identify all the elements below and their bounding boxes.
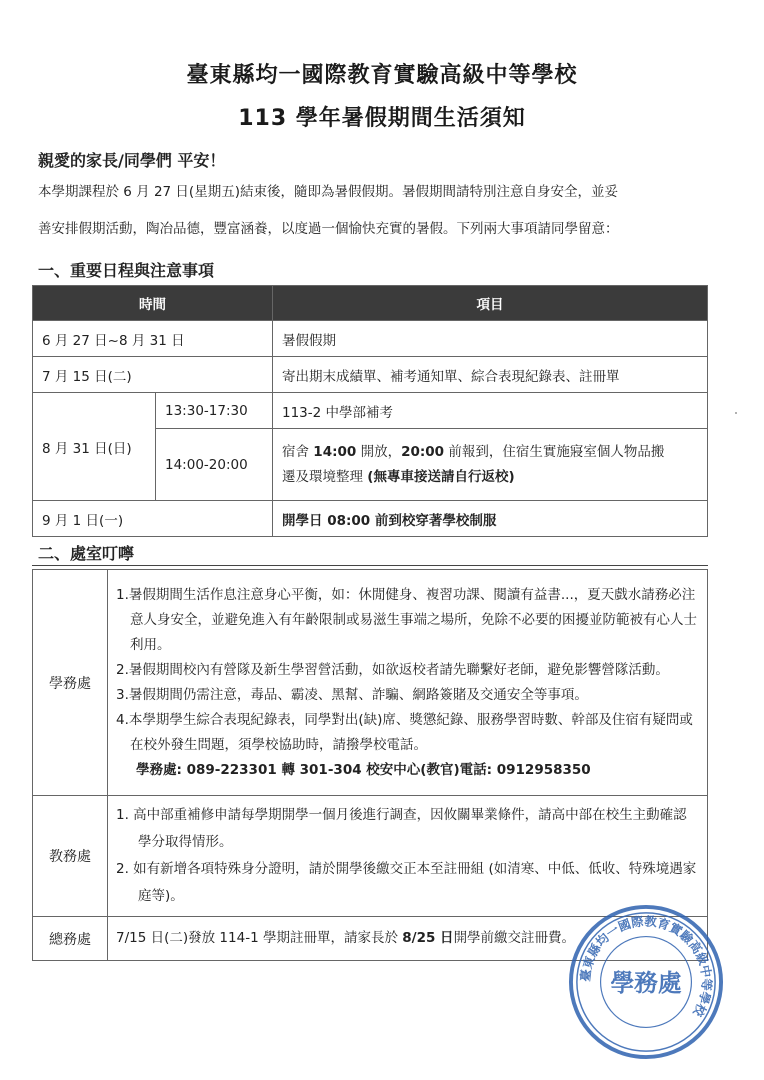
row-item: 開學日 08:00 前到校穿著學校制服	[273, 501, 708, 537]
row-date: 9 月 1 日(一)	[33, 501, 273, 537]
list-item: 2.暑假期間校內有營隊及新生學習營活動，如欲返校者請先聯繫好老師，避免影響營隊活動。	[116, 661, 669, 678]
list-item: 2. 如有新增各項特殊身分證明，請於開學後繳交正本至註冊組 (如清寒、中低、低收、特殊境遇家庭等)。	[116, 861, 697, 904]
office-row-student-affairs	[33, 570, 708, 796]
row-time: 13:30-17:30	[156, 393, 273, 429]
row-date: 7 月 15 日(二)	[33, 357, 273, 393]
scan-speck	[735, 412, 737, 414]
row-item: 暑假假期	[273, 321, 708, 357]
office-notes	[108, 796, 708, 917]
office-seal-stamp	[567, 903, 725, 1061]
section-divider	[32, 565, 708, 566]
greeting: 親愛的家長/同學們 平安！	[38, 151, 226, 170]
seal-center-text: 學務處	[610, 968, 682, 997]
svg-text:臺東縣均一國際教育實驗高級中等學校	[577, 913, 714, 1019]
intro-line-1: 本學期課程於 6 月 27 日(星期五)結束後，隨即為暑假假期。暑假期間請特別注意自身安全，並妥	[38, 184, 618, 200]
schedule-table	[32, 285, 708, 537]
page-title: 113 學年暑假期間生活須知	[238, 106, 526, 131]
schedule-header-row	[33, 286, 708, 321]
table-row	[33, 357, 708, 393]
column-header-time: 時間	[33, 286, 273, 321]
contact-info: 學務處: 089-223301 轉 301-304 校安中心(教官)電話: 0912958350	[136, 761, 591, 778]
office-name: 總務處	[33, 917, 108, 961]
section-heading-offices: 二、處室叮嚀	[38, 544, 135, 563]
intro-line-2: 善安排假期活動，陶冶品德，豐富涵養，以度過一個愉快充實的暑假。下列兩大事項請同學留意：	[38, 221, 619, 237]
table-row	[33, 501, 708, 537]
table-row	[33, 393, 708, 429]
office-name: 學務處	[33, 570, 108, 796]
school-name: 臺東縣均一國際教育實驗高級中等學校	[186, 63, 578, 88]
row-item: 寄出期末成績單、補考通知單、綜合表現紀錄表、註冊單	[273, 357, 708, 393]
office-name: 教務處	[33, 796, 108, 917]
list-item: 3.暑假期間仍需注意，毒品、霸凌、黑幫、詐騙、網路簽賭及交通安全等事項。	[116, 686, 588, 703]
list-item: 1.暑假期間生活作息注意身心平衡，如：休閒健身、複習功課、閱讀有益書...，夏天戲水請務必注意人身安全，並避免進入有年齡限制或易滋生事端之場所，免除不必要的困擾並防範被有心人士利用。	[116, 586, 697, 653]
seal-ring-text: 臺東縣均一國際教育實驗高級中等學校	[578, 914, 714, 1019]
list-item: 1. 高中部重補修申請每學期開學一個月後進行調查，因攸關畢業條件，請高中部在校生主動確認學分取得情形。	[116, 807, 687, 850]
office-row-academic-affairs	[33, 796, 708, 917]
row-date: 8 月 31 日(日)	[33, 393, 156, 501]
row-date: 6 月 27 日~8 月 31 日	[33, 321, 273, 357]
row-item: 113-2 中學部補考	[273, 393, 708, 429]
row-time: 14:00-20:00	[156, 429, 273, 501]
list-item: 4.本學期學生綜合表現紀錄表，同學對出(缺)席、獎懲紀錄、服務學習時數、幹部及住宿有疑問或在校外發生問題，須學校協助時，請撥學校電話。	[116, 711, 693, 753]
section-heading-schedule: 一、重要日程與注意事項	[38, 261, 215, 280]
office-notes	[108, 570, 708, 796]
table-row	[33, 321, 708, 357]
row-item: 宿舍 14:00 開放，20:00 前報到，住宿生實施寢室個人物品搬 遷及環境整理 (無專車接送請自行返校)	[273, 429, 708, 501]
office-notes: 7/15 日(二)發放 114-1 學期註冊單，請家長於 8/25 日開學前繳交註冊費。	[108, 917, 708, 961]
column-header-item: 項目	[273, 286, 708, 321]
